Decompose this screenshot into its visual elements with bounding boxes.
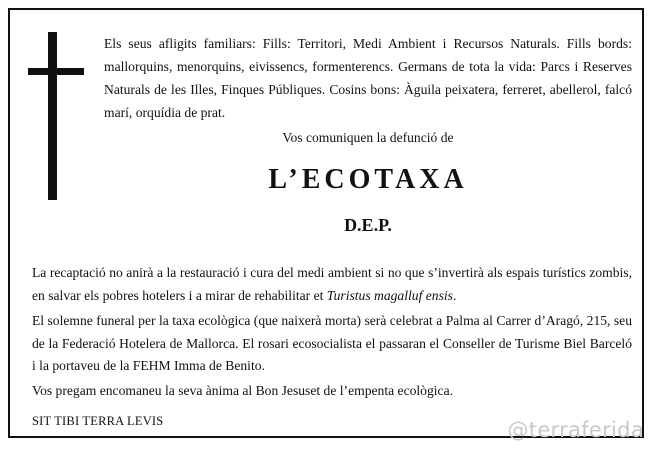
cross-icon <box>28 32 84 200</box>
paragraph-funeral: El solemne funeral per la taxa ecològica (que naixerà morta) serà celebrat a Palma al Carrer d’Aragó, 215, seu de la Federació Hotelera de Mallorca. El rosari ecosocialista el passaran el Conseller de Turisme Biel Barceló i la portaveu de la FEHM Imma de Benito. <box>32 313 632 373</box>
paragraph-collection-text: La recaptació no anirà a la restauració i cura del medi ambient si no que s’invertirà als espais turístics zombis, en salvar els pobres hotelers i a mirar de rehabilitar et <box>32 265 632 303</box>
family-list-text: Els seus afligits familiars: Fills: Territori, Medi Ambient i Recursos Naturals. Fills bords: mallorquins, menorquins, eivissencs, formenterencs. Germans de tota la vida: Parcs i Reserves Naturals de les Illes, Finques Públiques. Cosins bons: Àguila peixatera, ferreret, abellerol, falcó marí, orquídia de prat. <box>104 36 632 120</box>
italic-species-name: Turistus magalluf ensis <box>326 287 453 303</box>
paragraph-collection <box>32 262 632 307</box>
paragraph-prayer: Vos pregam encomaneu la seva ànima al Bon Jesuset de l’empenta ecològica. <box>32 383 454 398</box>
closing-phrase: SIT TIBI TERRA LEVIS <box>32 414 164 428</box>
deceased-name: L’ECOTAXA <box>268 164 468 195</box>
paragraph-collection-end: . <box>452 287 457 303</box>
rip-abbreviation: D.E.P. <box>344 215 392 235</box>
watermark: @terraferida <box>507 418 644 442</box>
obituary-frame <box>8 8 644 438</box>
announcement-line: Vos comuniquen la defunció de <box>282 130 454 145</box>
